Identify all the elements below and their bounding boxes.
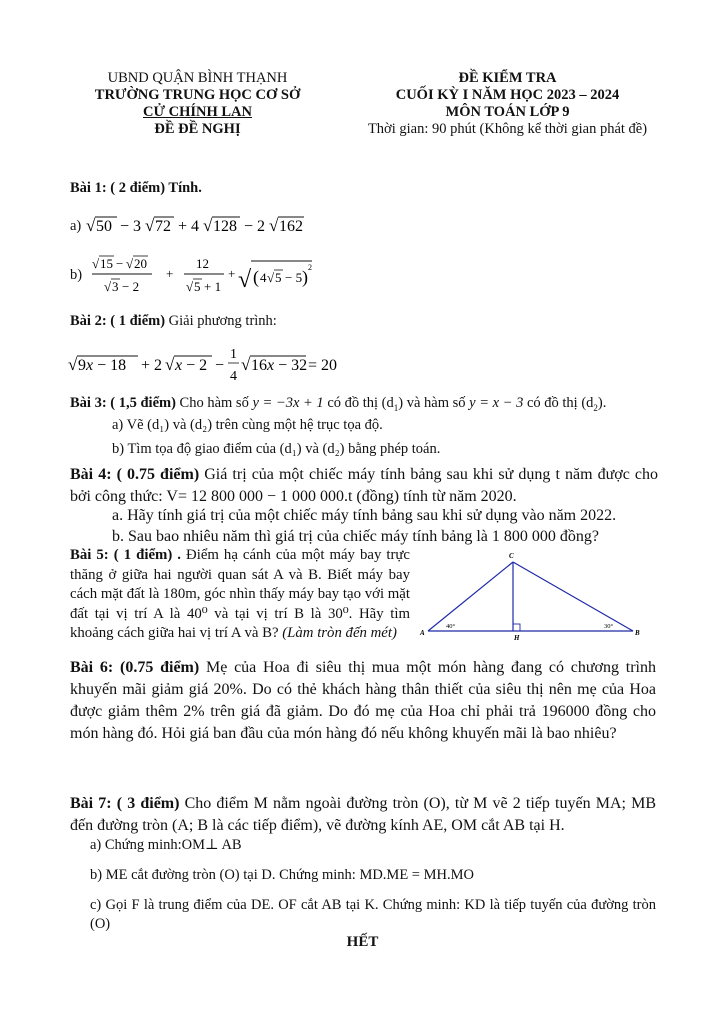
bai5-statement [70, 546, 410, 644]
bai2-equation [68, 342, 338, 389]
exam-variant: ĐỀ ĐỀ NGHỊ [154, 121, 241, 137]
bai2-text: Giải phương trình: [165, 313, 277, 329]
bai5-text: Điểm hạ cánh của một máy bay trực thăng ở giữa hai người quan sát A và B. Biết máy bay cách mặt đất là 180m, góc nhìn thấy máy bay tạo với mặt đất tại vị trí A là 40⁰ và tại vị trí B là 30⁰. Hãy tìm khoảng cách giữa hai vị trí A và B? [70, 547, 410, 641]
bai7-part-b: b) ME cắt đường tròn (O) tại D. Chứng minh: MD.ME = MH.MO [90, 867, 474, 883]
bai6-statement [70, 657, 656, 745]
svg-text:+ 4: + 4 [178, 218, 200, 235]
bai1-b-label: b) [70, 267, 83, 283]
svg-text:√: √ [238, 267, 252, 293]
bai7-title: Bài 7: ( 3 điểm) [70, 795, 180, 812]
bai3-text: Cho hàm số [175, 395, 253, 411]
bai3-part-b: b) Tìm tọa độ giao điểm của (d₁) và (d₂) bằng phép toán. [112, 441, 441, 457]
svg-text:x − 2: x − 2 [175, 357, 208, 374]
svg-text:= 20: = 20 [308, 357, 338, 374]
svg-text:16x − 32: 16x − 32 [251, 357, 308, 374]
svg-text:√: √ [104, 279, 112, 294]
bai3-title: Bài 3: ( 1,5 điểm) [70, 395, 176, 411]
bai1-a-label: a) [70, 218, 82, 234]
bai7-part-c: c) Gọi F là trung điểm của DE. OF cắt AB tại K. Chứng minh: KD là tiếp tuyến của đường tròn (O) [90, 897, 656, 932]
bai3-text: ) và hàm số [398, 395, 470, 411]
bai3-function-1: y = −3x + 1 [252, 395, 324, 411]
school-type: TRƯỜNG TRUNG HỌC CƠ SỞ [94, 87, 301, 103]
bai1-a-expression [86, 208, 306, 243]
svg-text:− 5: − 5 [285, 270, 303, 285]
label-H: H [514, 634, 520, 642]
svg-text:5: 5 [275, 270, 282, 285]
bai1-title: Bài 1: ( 2 điểm) Tính. [70, 180, 202, 196]
bai5-title: Bài 5: ( 1 điểm) . [70, 547, 182, 563]
exam-term: CUỐI KỲ I NĂM HỌC 2023 – 2024 [395, 87, 620, 103]
bai6-title: Bài 6: (0.75 điểm) [70, 659, 200, 676]
svg-text:+ 2: + 2 [141, 357, 163, 374]
svg-text:128: 128 [213, 218, 237, 235]
svg-text:− 2: − 2 [244, 218, 266, 235]
svg-text:4: 4 [260, 270, 267, 285]
svg-text:− 3: − 3 [120, 218, 142, 235]
svg-text:√: √ [165, 355, 175, 374]
svg-text:√: √ [269, 216, 279, 235]
svg-text:√: √ [203, 216, 213, 235]
label-C: C [509, 552, 514, 560]
triangle-diagram [418, 548, 658, 648]
svg-text:3: 3 [112, 279, 119, 294]
bai1-b-expression [90, 250, 320, 305]
bai3-text: ). [597, 395, 607, 411]
angle-B-label: 30° [604, 623, 614, 630]
svg-text:+ 1: + 1 [204, 279, 222, 294]
bai7-text: Cho điểm M nằm ngoài đường tròn (O), từ M vẽ 2 tiếp tuyến MA; MB đến đường tròn (A; B là các tiếp điểm), vẽ đường kính AE, OM cắt AB tại H. [70, 795, 657, 834]
bai3-statement [70, 394, 606, 418]
svg-text:): ) [302, 267, 308, 287]
school-header [70, 70, 325, 138]
svg-text:−: − [215, 357, 225, 374]
bai4-part-b: b. Sau bao nhiêu năm thì giá trị của chiếc máy tính bảng là 1 800 000 đồng? [112, 528, 599, 545]
svg-text:√: √ [92, 256, 100, 271]
svg-text:12: 12 [196, 256, 209, 271]
right-angle-mark [513, 624, 520, 631]
svg-text:√: √ [86, 216, 96, 235]
svg-text:√: √ [145, 216, 155, 235]
bai3-function-2: y = x − 3 [469, 395, 524, 411]
end-marker: HẾT [346, 934, 379, 950]
bai5-rounding-note: (Làm tròn đến mét) [282, 625, 397, 641]
side-AC [428, 562, 513, 631]
svg-text:15: 15 [100, 256, 113, 271]
bai2-formula [68, 342, 338, 384]
svg-text:162: 162 [279, 218, 303, 235]
svg-text:+: + [166, 266, 174, 281]
exam-subject: MÔN TOÁN LỚP 9 [445, 104, 570, 120]
bai2-statement [70, 312, 277, 331]
bai4-statement [70, 464, 658, 508]
exam-duration: Thời gian: 90 phút (Không kể thời gian phát đề) [367, 121, 648, 137]
svg-text:72: 72 [155, 218, 171, 235]
svg-text:2: 2 [308, 263, 312, 272]
svg-text:(: ( [253, 267, 259, 287]
svg-text:−: − [116, 256, 124, 271]
bai2-title: Bài 2: ( 1 điểm) [70, 313, 166, 329]
bai7-part-a: a) Chứng minh:OM⊥ AB [90, 837, 242, 853]
svg-text:5: 5 [194, 279, 201, 294]
bai1-a-formula [86, 208, 306, 238]
bai3-sub: 2 [593, 402, 598, 413]
svg-text:√: √ [241, 355, 251, 374]
bai7-statement [70, 793, 656, 837]
exam-header [345, 70, 670, 138]
svg-text:− 2: − 2 [122, 279, 140, 294]
label-B: B [635, 629, 640, 637]
svg-text:20: 20 [134, 256, 147, 271]
svg-text:4: 4 [230, 369, 237, 384]
bai1-b-formula [90, 250, 320, 300]
bai3-text: có đồ thị (d [523, 395, 594, 411]
bai3-text: có đồ thị (d [323, 395, 394, 411]
svg-text:1: 1 [230, 347, 237, 362]
exam-title: ĐỀ KIỂM TRA [458, 70, 557, 86]
bai3-part-a: a) Vẽ (d₁) và (d₂) trên cùng một hệ trục tọa độ. [112, 417, 383, 433]
svg-text:9x − 18: 9x − 18 [78, 357, 127, 374]
label-A: A [420, 629, 425, 637]
bai6-text: Mẹ của Hoa đi siêu thị mua một món hàng đang có chương trình khuyến mãi giảm giá 20%. Do có thẻ khách hàng thân thiết của siêu thị nên mẹ của Hoa được giảm thêm 2% trên giá đã giảm. Do đó mẹ của Hoa chỉ phải trả 196000 đồng cho món hàng đó. Hỏi giá ban đầu của món hàng đó nếu không khuyến mãi là bao nhiêu? [70, 659, 657, 742]
svg-text:√: √ [186, 279, 194, 294]
svg-text:50: 50 [96, 218, 112, 235]
triangle-figure [418, 548, 658, 653]
bai3-sub: 1 [393, 402, 399, 413]
svg-text:√: √ [126, 256, 134, 271]
bai4-text: Giá trị của một chiếc máy tính bảng sau khi sử dụng t năm được cho bởi công thức: V= 12 800 000 − 1 000 000.t (đồng) tính từ năm 2020. [70, 466, 659, 505]
school-name: CỬ CHÍNH LAN [142, 104, 253, 120]
svg-text:√: √ [267, 270, 275, 285]
svg-text:+: + [228, 266, 236, 281]
angle-A-label: 40° [446, 623, 456, 630]
bai4-part-a: a. Hãy tính giá trị của một chiếc máy tính bảng sau khi sử dụng vào năm 2022. [112, 507, 617, 524]
svg-text:√: √ [68, 355, 78, 374]
side-CB [513, 562, 633, 631]
bai4-title: Bài 4: ( 0.75 điểm) [70, 466, 200, 483]
district-name: UBND QUẬN BÌNH THẠNH [107, 70, 288, 86]
